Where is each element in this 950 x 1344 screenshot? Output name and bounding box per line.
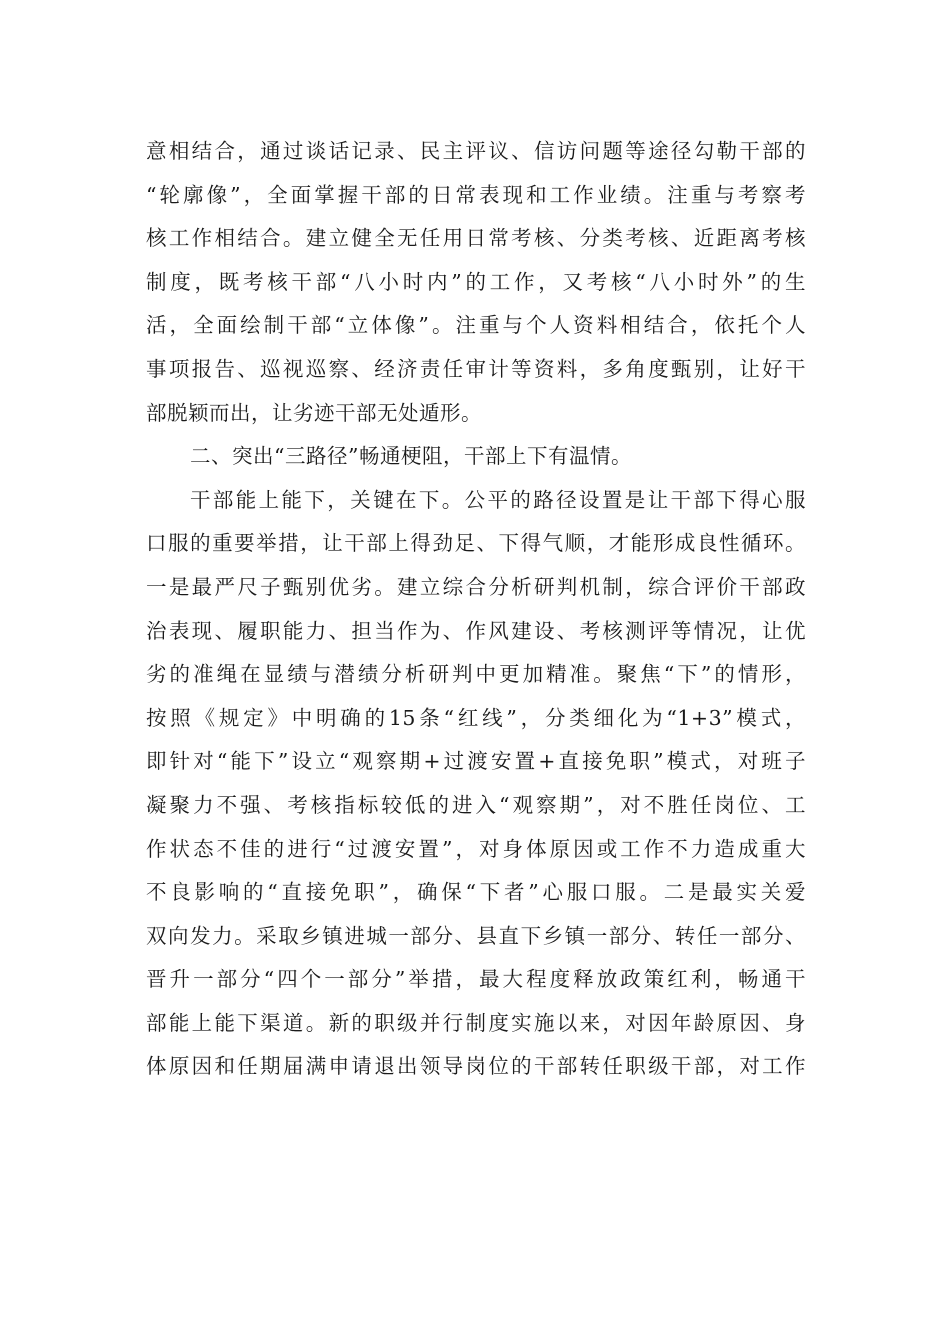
body-line-19: 双向发力。采取乡镇进城一部分、县直下乡镇一部分、转任一部分、 — [146, 923, 806, 948]
body-line-12: 治表现、履职能力、担当作为、作风建设、考核测评等情况，让优 — [146, 618, 806, 643]
body-line-5: 活，全面绘制干部“立体像”。注重与个人资料相结合，依托个人 — [146, 313, 806, 338]
body-line-3: 核工作相结合。建立健全无任用日常考核、分类考核、近距离考核 — [146, 226, 806, 251]
body-line-16: 凝聚力不强、考核指标较低的进入“观察期”，对不胜任岗位、工 — [146, 792, 806, 817]
body-line-1: 意相结合，通过谈话记录、民主评议、信访问题等途径勾勒干部的 — [146, 139, 806, 163]
body-line-11: 一是最严尺子甄别优劣。建立综合分析研判机制，综合评价干部政 — [146, 574, 806, 599]
body-line-10: 口服的重要举措，让干部上得劲足、下得气顺，才能形成良性循环。 — [146, 531, 806, 556]
body-line-6: 事项报告、巡视巡察、经济责任审计等资料，多角度甄别，让好干 — [146, 356, 806, 381]
body-line-13: 劣的准绳在显绩与潜绩分析研判中更加精准。聚焦“下”的情形， — [146, 662, 806, 687]
body-line-20: 晋升一部分“四个一部分”举措，最大程度释放政策红利，畅通干 — [146, 967, 806, 992]
body-line-22: 体原因和任期届满申请退出领导岗位的干部转任职级干部，对工作 — [146, 1054, 806, 1079]
body-line-2: “轮廓像”，全面掌握干部的日常表现和工作业绩。注重与考察考 — [146, 182, 806, 207]
section-heading: 二、突出“三路径”畅通梗阻，干部上下有温情。 — [190, 444, 632, 469]
body-line-4: 制度，既考核干部“八小时内”的工作，又考核“八小时外”的生 — [146, 269, 806, 294]
body-line-17: 作状态不佳的进行“过渡安置”，对身体原因或工作不力造成重大 — [146, 836, 806, 861]
body-line-18: 不良影响的“直接免职”，确保“下者”心服口服。二是最实关爱 — [146, 880, 806, 905]
document-body — [146, 130, 806, 1089]
body-line-15: 即针对“能下”设立“观察期+过渡安置+直接免职”模式，对班子 — [146, 749, 806, 774]
body-line-7: 部脱颖而出，让劣迹干部无处遁形。 — [146, 400, 482, 425]
body-line-14: 按照《规定》中明确的15条“红线”，分类细化为“1+3”模式， — [146, 705, 806, 730]
body-line-9: 干部能上能下，关键在下。公平的路径设置是让干部下得心服 — [190, 487, 806, 512]
body-line-21: 部能上能下渠道。新的职级并行制度实施以来，对因年龄原因、身 — [146, 1010, 806, 1035]
